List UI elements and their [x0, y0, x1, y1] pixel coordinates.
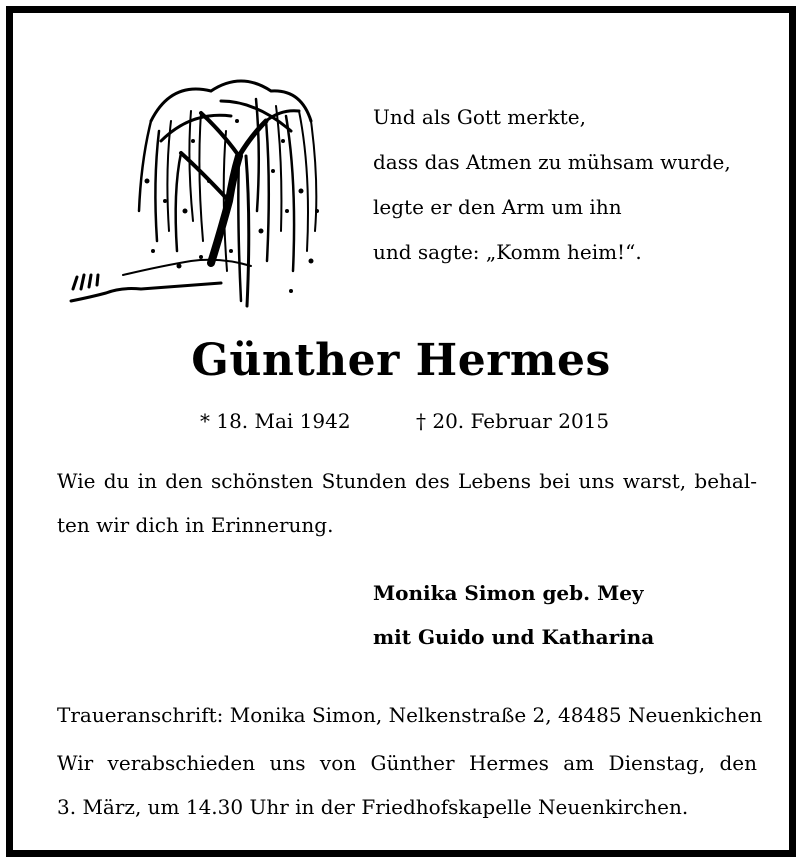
memorial-quote — [57, 459, 757, 547]
obituary-card — [6, 6, 796, 857]
quote-line: Wie du in den schönsten Stunden des Lebens bei uns warst, behal- — [57, 469, 757, 493]
signer-line: mit Guido und Katharina — [373, 625, 655, 649]
signers — [373, 571, 654, 659]
poem-line: und sagte: „Komm heim!“. — [373, 240, 642, 264]
poem — [373, 95, 731, 275]
birth-date: * 18. Mai 1942 — [200, 409, 351, 433]
death-date: † 20. Februar 2015 — [416, 409, 610, 433]
poem-line: dass das Atmen zu mühsam wurde, — [373, 150, 731, 174]
poem-line: Und als Gott merkte, — [373, 105, 586, 129]
poem-line: legte er den Arm um ihn — [373, 195, 622, 219]
deceased-name: Günther Hermes — [191, 335, 611, 386]
mourning-address: Traueranschrift: Monika Simon, Nelkenstraße 2, 48485 Neuenkichen — [57, 703, 763, 727]
funeral-notice — [57, 741, 757, 829]
weeping-willow-icon — [61, 61, 323, 313]
signer-line: Monika Simon geb. Mey — [373, 581, 644, 605]
funeral-line: Wir verabschieden uns von Günther Hermes am Dienstag, den — [57, 751, 757, 775]
funeral-line: 3. März, um 14.30 Uhr in der Friedhofskapelle Neuenkirchen. — [57, 795, 689, 819]
quote-line: ten wir dich in Erinnerung. — [57, 513, 334, 537]
